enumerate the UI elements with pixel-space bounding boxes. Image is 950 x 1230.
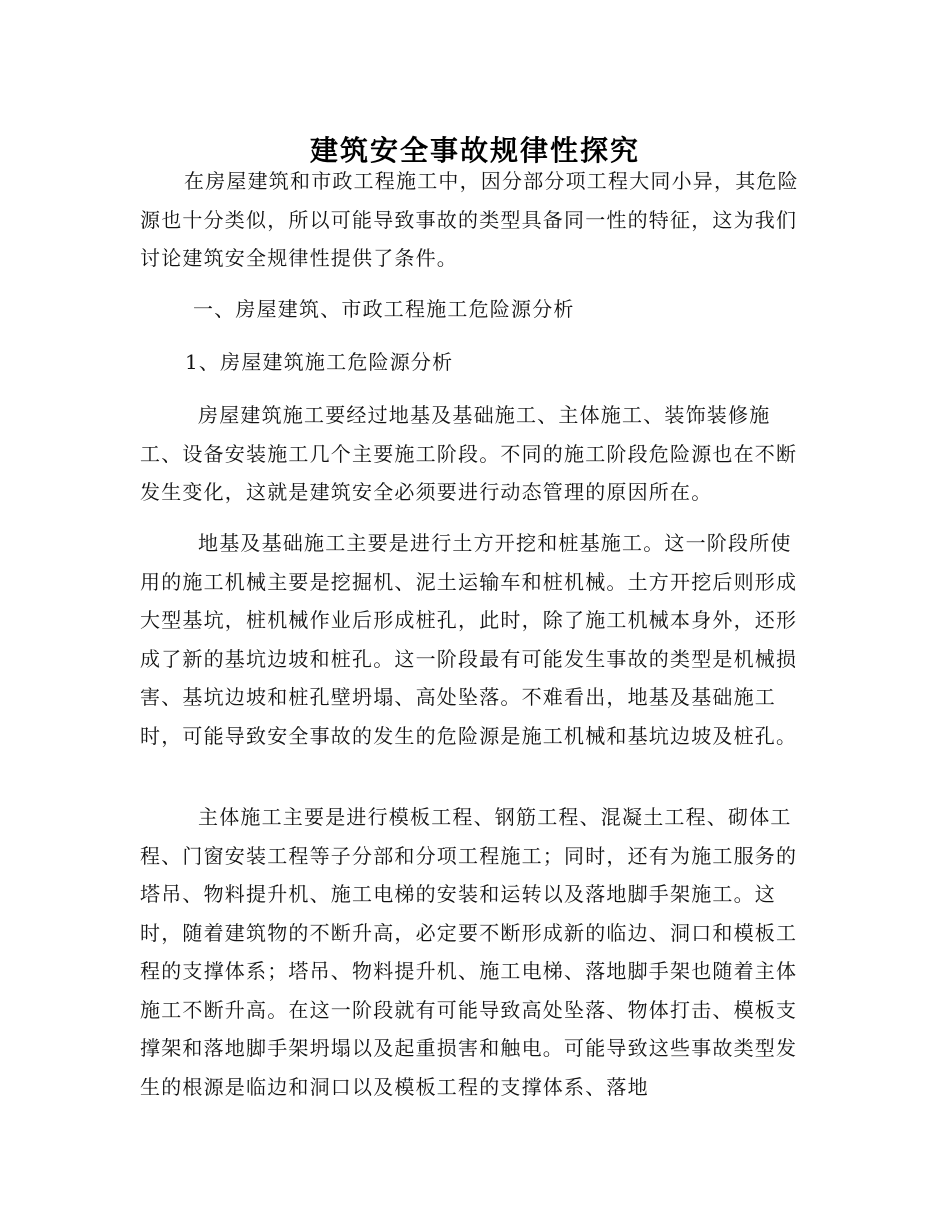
paragraph-construction-stages: 房屋建筑施工要经过地基及基础施工、主体施工、装饰装修施工、设备安装施工几个主要施工阶段。不同的施工阶段危险源也在不断发生变化，这就是建筑安全必须要进行动态管理的原因所在。 [140,403,798,504]
paragraph-intro: 在房屋建筑和市政工程施工中，因分部分项工程大同小异，其危险源也十分类似，所以可能导致事故的类型具备同一性的特征，这为我们讨论建筑安全规律性提供了条件。 [140,169,799,270]
subsection-heading-1-1: 1、房屋建筑施工危险源分析 [185,350,454,374]
section-heading-1: 一、房屋建筑、市政工程施工危险源分析 [193,297,575,321]
paragraph-main-structure: 主体施工主要是进行模板工程、钢筋工程、混凝土工程、砌体工程、门窗安装工程等子分部和分项工程施工；同时，还有为施工服务的塔吊、物料提升机、施工电梯的安装和运转以及落地脚手架施工。这时，随着建筑物的不断升高，必定要不断形成新的临边、洞口和模板工程的支撑体系；塔吊、物料提升机、施工电梯、落地脚手架也随着主体施工不断升高。在这一阶段就有可能导致高处坠落、物体打击、模板支撑架和落地脚手架坍塌以及起重损害和触电。可能导致这些事故类型发生的根源是临边和洞口以及模板工程的支撑体系、落地 [140,805,798,1099]
document-title: 建筑安全事故规律性探究 [309,133,640,167]
paragraph-foundation: 地基及基础施工主要是进行土方开挖和桩基施工。这一阶段所使用的施工机械主要是挖掘机、泥土运输车和桩机械。土方开挖后则形成大型基坑，桩机械作业后形成桩孔，此时，除了施工机械本身外，还形成了新的基坑边坡和桩孔。这一阶段最有可能发生事故的类型是机械损害、基坑边坡和桩孔壁坍塌、高处坠落。不难看出，地基及基础施工时，可能导致安全事故的发生的危险源是施工机械和基坑边坡及桩孔。 [140,531,798,748]
